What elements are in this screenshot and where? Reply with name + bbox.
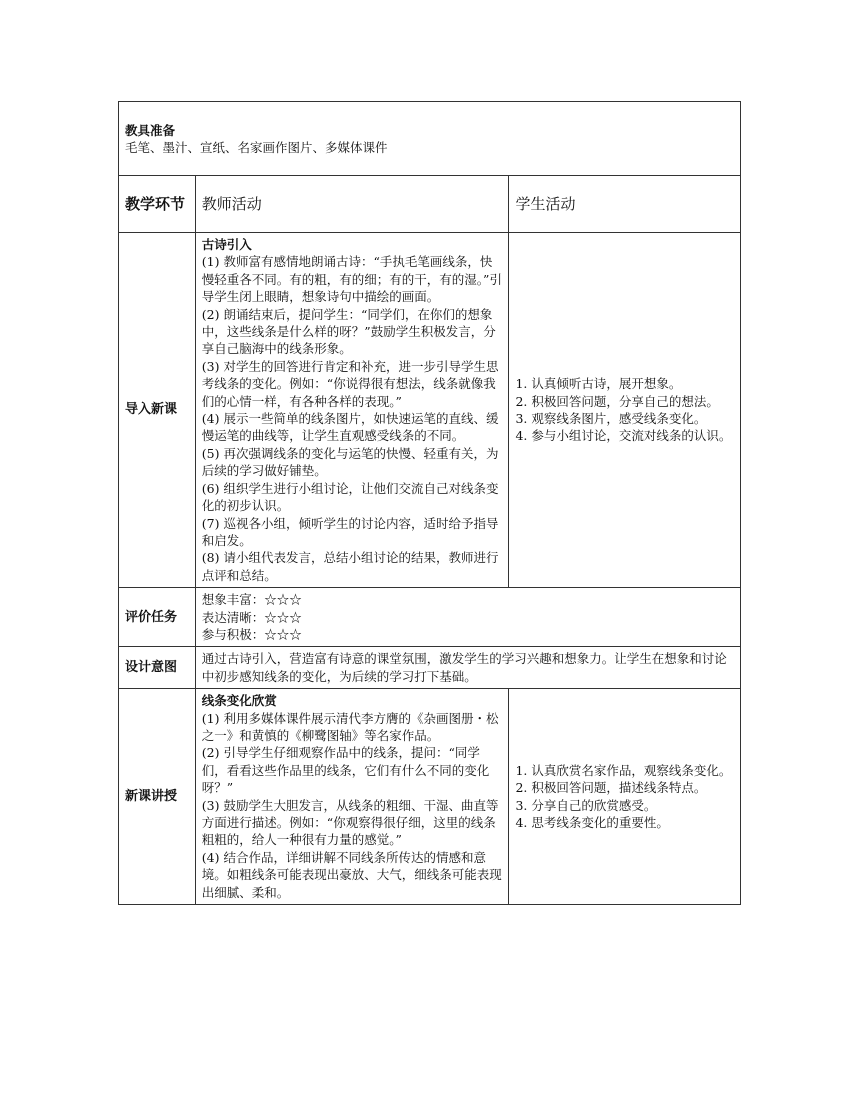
eval-row: [119, 588, 741, 647]
prep-cell: [119, 102, 741, 176]
eval-item: 表达清晰：☆☆☆: [201, 609, 302, 625]
intro-teacher-step: (8) 请小组代表发言，总结小组讨论的结果，教师进行点评和总结。: [201, 550, 499, 583]
newlesson-student-item: 2. 积极回答问题，描述线条特点。: [515, 780, 707, 796]
newlesson-title: 线条变化欣赏: [201, 693, 277, 709]
design-text: 通过古诗引入，营造富有诗意的课堂氛围，激发学生的学习兴趣和想象力。让学生在想象和讨论中初步感知线条的变化，为后续的学习打下基础。: [195, 647, 740, 689]
design-row: [119, 647, 741, 689]
intro-student-item: 1. 认真倾听古诗，展开想象。: [515, 376, 682, 392]
intro-teacher-step: (3) 对学生的回答进行肯定和补充，进一步引导学生思考线条的变化。例如：“你说得很有想法，线条就像我们的心情一样，有各种各样的表现。”: [201, 358, 499, 409]
prep-row: [119, 102, 741, 176]
intro-teacher-step: (6) 组织学生进行小组讨论，让他们交流自己对线条变化的初步认识。: [201, 480, 499, 514]
intro-teacher-step: (5) 再次强调线条的变化与运笔的快慢、轻重有关，为后续的学习做好铺垫。: [201, 445, 499, 479]
newlesson-student-item: 4. 思考线条变化的重要性。: [515, 815, 669, 830]
intro-student-cell: [509, 233, 741, 588]
newlesson-label: 新课讲授: [119, 689, 196, 905]
intro-teacher-step: (7) 巡视各小组，倾听学生的讨论内容，适时给予指导和启发。: [201, 515, 499, 548]
newlesson-teacher-step: (3) 鼓励学生大胆发言，从线条的粗细、干湿、曲直等方面进行描述。例如：“你观察得很仔细，这里的线条粗粗的，给人一种很有力量的感觉。”: [201, 797, 499, 848]
newlesson-teacher-step: (1) 利用多媒体课件展示清代李方膺的《杂画图册・松之一》和黄慎的《柳鹭图轴》等名家作品。: [201, 710, 499, 743]
newlesson-teacher-step: (2) 引导学生仔细观察作品中的线条，提问：“同学们，看看这些作品里的线条，它们有什么不同的变化呀？”: [201, 745, 490, 796]
prep-items: 毛笔、墨汁、宣纸、名家画作图片、多媒体课件: [125, 140, 388, 156]
intro-row: [119, 233, 741, 588]
header-row: [119, 176, 741, 233]
eval-item: 想象丰富：☆☆☆: [201, 592, 302, 608]
newlesson-teacher-step: (4) 结合作品，详细讲解不同线条所传达的情感和意境。如粗线条可能表现出豪放、大气，细线条可能表现出细腻、柔和。: [201, 849, 502, 900]
header-teacher: 教师活动: [195, 176, 509, 233]
intro-label: 导入新课: [119, 233, 196, 588]
intro-student-item: 4. 参与小组讨论，交流对线条的认识。: [515, 428, 732, 444]
eval-cell: [195, 588, 740, 647]
newlesson-student-item: 1. 认真欣赏名家作品，观察线条变化。: [515, 762, 732, 778]
intro-teacher-step: (4) 展示一些简单的线条图片，如快速运笔的直线、缓慢运笔的曲线等，让学生直观感受线条的不同。: [201, 411, 499, 444]
intro-teacher-step: (2) 朗诵结束后，提问学生：“同学们，在你们的想象中，这些线条是什么样的呀？”鼓励学生积极发言，分享自己脑海中的线条形象。: [201, 306, 496, 357]
newlesson-row: [119, 689, 741, 905]
eval-label: 评价任务: [119, 588, 196, 647]
intro-student-item: 2. 积极回答问题，分享自己的想法。: [515, 393, 719, 409]
intro-teacher-step: (1) 教师富有感情地朗诵古诗：“手执毛笔画线条，快慢轻重各不同。有的粗，有的细；有的干，有的湿。”引导学生闭上眼睛，想象诗句中描绘的画面。: [201, 254, 502, 305]
newlesson-teacher-cell: [195, 689, 509, 905]
newlesson-student-cell: [509, 689, 741, 905]
intro-title: 古诗引入: [201, 237, 252, 252]
eval-item: 参与积极：☆☆☆: [201, 626, 302, 642]
intro-student-item: 3. 观察线条图片，感受线条变化。: [515, 411, 707, 427]
intro-teacher-cell: [195, 233, 509, 588]
lesson-plan-table: [118, 101, 741, 905]
newlesson-student-item: 3. 分享自己的欣赏感受。: [515, 797, 657, 813]
prep-title: 教具准备: [125, 123, 176, 138]
design-label: 设计意图: [119, 647, 196, 689]
lesson-plan-table-wrapper: [118, 101, 741, 905]
header-student: 学生活动: [509, 176, 741, 233]
header-stage: 教学环节: [119, 176, 196, 233]
